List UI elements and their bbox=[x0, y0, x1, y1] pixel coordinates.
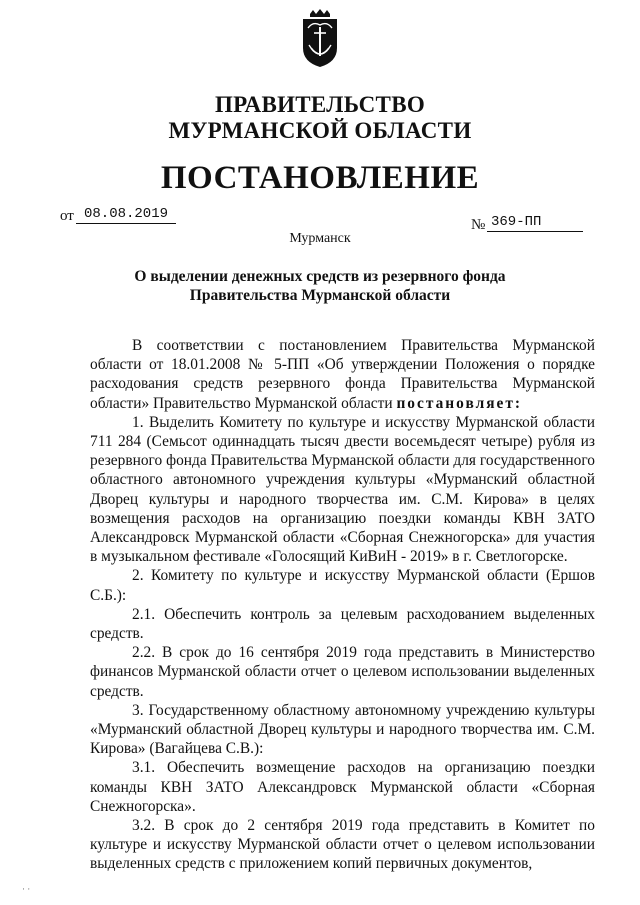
paragraph-3-1: 3.1. Обеспечить возмещение расходов на организацию поездки команды КВН ЗАТО Александровск Мурманской области «Сборная Снежногорска». bbox=[90, 759, 595, 815]
document-type-heading: ПОСТАНОВЛЕНИЕ bbox=[160, 160, 480, 196]
date-label: от bbox=[60, 208, 74, 224]
government-name-line2: МУРМАНСКОЙ ОБЛАСТИ bbox=[168, 118, 472, 143]
preamble-paragraph bbox=[90, 336, 595, 413]
number-label: № bbox=[471, 217, 486, 233]
city-name: Мурманск bbox=[289, 231, 351, 246]
paragraph-3-2: 3.2. В срок до 2 сентября 2019 года представить в Комитет по культуре и искусству Мурманской области отчет о целевом использовании выделенных средств с приложением копий первичных документов, bbox=[90, 817, 595, 873]
document-body bbox=[90, 336, 595, 874]
coat-of-arms-emblem bbox=[301, 8, 339, 68]
paragraph-3: 3. Государственному областному автономному учреждению культуры «Мурманский областной Дворец культуры и народного творчества им. С.М. Кирова» (Вагайцева С.В.): bbox=[90, 701, 595, 758]
scan-corner-mark: · · bbox=[22, 884, 31, 894]
document-title-line2: Правительства Мурманской области bbox=[189, 287, 451, 304]
document-title-line1: О выделении денежных средств из резервного фонда bbox=[134, 268, 506, 285]
paragraph-2: 2. Комитету по культуре и искусству Мурманской области (Ершов С.Б.): bbox=[90, 567, 595, 604]
document-date: 08.08.2019 bbox=[76, 206, 176, 224]
government-name-line1: ПРАВИТЕЛЬСТВО bbox=[214, 92, 426, 117]
paragraph-2-2: 2.2. В срок до 16 сентября 2019 года представить в Министерство финансов Мурманской области отчет о целевом использовании выделенных средств. bbox=[90, 644, 595, 700]
resolves-keyword: постановляет: bbox=[396, 394, 523, 412]
paragraph-1: 1. Выделить Комитету по культуре и искусству Мурманской области 711 284 (Семьсот одиннадцать тысяч двести восемьдесят четыре) рубля из резервного фонда Правительства Мурманской области для государственного областного автономного учреждения культуры «Мурманский областной Дворец культуры и народного творчества им. С.М. Кирова» в целях возмещения расходов на организацию поездки команды КВН ЗАТО Александровск Мурманской области «Сборная Снежногорска» для участия в музыкальном фестивале «Голосящий КиВиН - 2019» в г. Светлогорске. bbox=[90, 413, 595, 566]
document-number: 369-ПП bbox=[487, 214, 583, 232]
preamble-text: В соответствии с постановлением Правительства Мурманской области от 18.01.2008 № 5-ПП «Об утверждении Положения о порядке расходования средств резервного фонда Правительства Мурманской области» Правительство Мурманской области bbox=[90, 337, 595, 412]
paragraph-2-1: 2.1. Обеспечить контроль за целевым расходованием выделенных средств. bbox=[90, 605, 595, 643]
